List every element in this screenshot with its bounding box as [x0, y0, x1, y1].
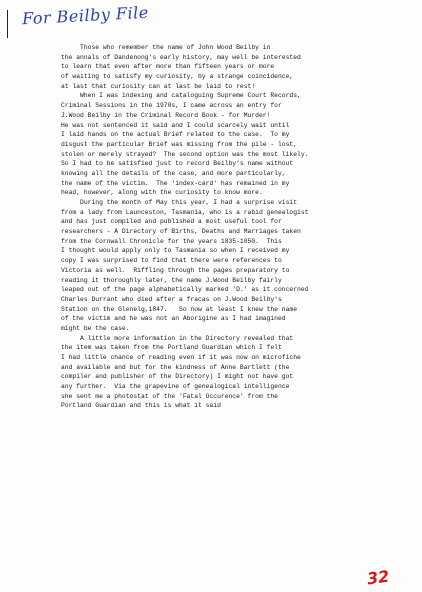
text-line: compiler and publisher of the Directory) I might not have got	[61, 373, 294, 381]
text-line: researchers - A Directory of Births, Deaths and Marriages taken	[61, 228, 301, 236]
text-line: and has just compiled and published a most useful tool for	[61, 218, 282, 226]
text-line: any further. Via the grapevine of genealogical intelligence	[61, 383, 290, 391]
text-line: might be the case.	[61, 324, 130, 332]
text-line: the name of the victim. The 'index-card' has remained in my	[61, 179, 290, 187]
text-line: J.Wood Beilby in the Criminal Record Book - for Murder!	[61, 111, 271, 119]
text-line: disgust the particular Brief was missing from the pile - lost,	[61, 140, 298, 148]
text-line: she sent me a photostat of the 'Fatal Occurence' from the	[61, 392, 278, 400]
text-line: knowing all the details of the case, and more particularly,	[61, 169, 286, 177]
page-number: 32	[365, 566, 391, 589]
text-line: stolen or merely strayed? The second option was the most likely.	[61, 150, 309, 158]
text-line: to learn that even after more than fifteen years or more	[61, 63, 275, 71]
text-line: at last that curiosity can at last be laid to rest!	[61, 82, 256, 90]
text-line: I laid hands on the actual Brief related to the case. To my	[61, 131, 290, 139]
typed-body-text	[61, 43, 411, 411]
text-line: from a lady from Launceston, Tasmania, who is a rabid genealogist	[61, 208, 309, 216]
text-line: Portland Guardian and this is what it said	[61, 402, 221, 410]
text-line: and available and but for the kindness of Anne Bartlett (the	[61, 363, 290, 371]
text-line: of waiting to satisfy my curiosity, by a strange coincidence,	[61, 73, 294, 81]
text-line: When I was indexing and cataloguing Supreme Court Records,	[61, 92, 301, 100]
text-line: of the victim and he was not an Aborigine as I had imagined	[61, 315, 286, 323]
text-line: the item was taken from the Portland Guardian which I felt	[61, 344, 282, 352]
text-line: head, however, along with the curiosity to know more.	[61, 189, 263, 197]
text-line: leaped out of the page alphabetically marked 'D.' as it concerned	[61, 286, 309, 294]
text-line: the annals of Dandenong's early history, may well be interested	[61, 53, 301, 61]
text-line: Charles Durrant who died after a fracas on J.Wood Beilby's	[61, 295, 282, 303]
text-line: Victoria as well. Riffling through the pages preparatory to	[61, 266, 290, 274]
text-line: Those who remember the name of John Wood Beilby in	[61, 44, 271, 51]
text-line: I thought would apply only to Tasmania so when I received my	[61, 247, 290, 255]
text-line: I had little chance of reading even if it was now on microfiche	[61, 354, 301, 361]
text-line: During the month of May this year, I had a surprise visit	[61, 199, 298, 206]
text-line: reading it thoroughly later, the name J.Wood Beilby fairly	[61, 276, 282, 284]
margin-mark	[7, 10, 8, 38]
text-line: A little more information in the Directory revealed that	[61, 334, 294, 342]
text-line: copy I was surprised to find that there were references to	[61, 257, 282, 265]
handwritten-note: For Beilby File	[21, 2, 150, 29]
text-line: from the Cornwall Chronicle for the years 1835-1850. This	[61, 237, 282, 245]
text-line: He was not sentenced it said and I could scarcely wait until	[61, 121, 290, 129]
text-line: So I had to be satisfied just to record Beilby's name without	[61, 160, 294, 168]
text-line: Station on the Glenelg,1847. So now at least I knew the name	[61, 305, 298, 313]
text-line: Criminal Sessions in the 1970s, I came across an entry for	[61, 102, 282, 110]
